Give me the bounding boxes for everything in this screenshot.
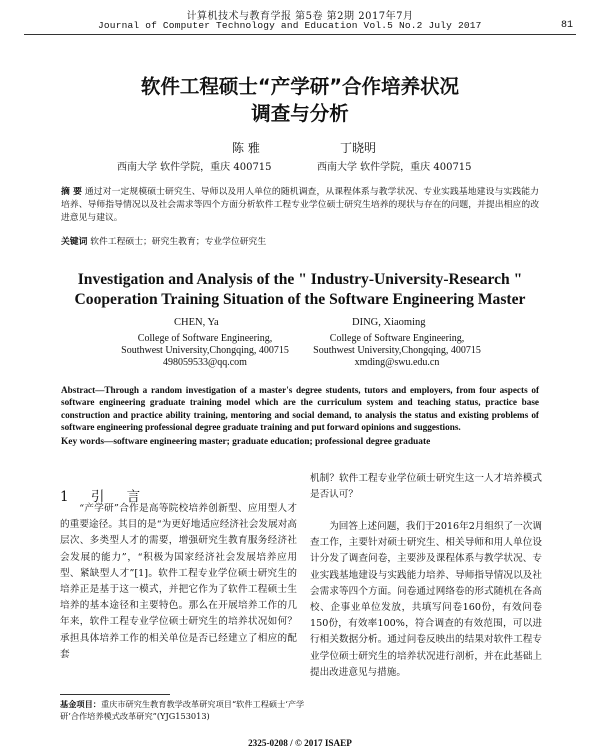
title-en xyxy=(0,270,600,310)
affiliation-en-2 xyxy=(297,333,497,369)
title-cn-line1: 软件工程硕士“产学研”合作培养状况 xyxy=(140,75,460,98)
journal-header-en: Journal of Computer Technology and Education Vol.5 No.2 July 2017 xyxy=(98,20,482,31)
title-cn xyxy=(0,73,600,127)
title-en-line2: Cooperation Training Situation of the Software Engineering Master xyxy=(74,291,526,308)
abstract-en-text: —Through a random investigation of a master's degree students, tutors and employers, from four aspects of software engineering graduate training model which are the curriculum system and teaching status, practice base construction and practice ability training, mentoring and social demand, to analysis the status and existing problems of software engineering professional degree graduate training and put forward opinions and suggestions. xyxy=(61,385,539,432)
affiliation-en-2-email: xmding@swu.edu.cn xyxy=(354,357,440,368)
affiliation-cn-2: 西南大学 软件学院，重庆 400715 xyxy=(317,162,472,173)
affiliation-en-1-university: Southwest University,Chongqing, 400715 xyxy=(121,345,289,356)
footer-issn: 2325-0208 / © 2017 ISAEP xyxy=(248,738,352,748)
funding-label: 基金项目： xyxy=(60,699,101,709)
keywords-cn xyxy=(61,234,539,247)
keywords-en xyxy=(61,437,539,447)
title-cn-line2: 调查与分析 xyxy=(251,102,349,125)
author-en-2: DING, Xiaoming xyxy=(352,317,426,328)
funding-text: 重庆市研究生教育教学改革研究项目“软件工程硕士‘产学研’合作培养模式改革研究”(YJG153013) xyxy=(60,699,305,721)
abstract-cn xyxy=(61,186,539,225)
affiliation-en-1 xyxy=(100,333,310,369)
body-left-column: “产学研”合作是高等院校培养创新型、应用型人才的重要途径。其目的是“为更好地适应经济社会发展对高层次、多类型人才的需要，增强研究生教育服务经济社会发展的能力”，“积极为国家经济社会发展培养应用型、紧缺型人才”[1]。软件工程专业学位硕士研究生的培养正是基于这一模式，并把它作为了软件工程硕士生培养的基本途径和主要特色。那么在开展培养工作的几年来，软件工程专业学位硕士研究生的培养状况如何？承担具体培养工作的相关单位是否已经建立了相应的配套 xyxy=(60,503,297,660)
title-en-line1: Investigation and Analysis of the " Industry-University-Research " xyxy=(77,271,523,288)
abstract-cn-label: 摘 要 xyxy=(61,187,82,197)
body-right-column-para2: 为回答上述问题，我们于2016年2月组织了一次调查工作，主要针对硕士研究生、相关导师和用人单位设计分发了调查问卷，主要涉及课程体系与教学状况、专业实践基地建设与实践能力培养、导师指导情况以及社会需求等四个方面。问卷通过网络卷的形式随机在各高校、企事业单位发放，共填写问卷160份，有效问卷150份，有效率100%，符合调查的有效范围，可以进行相关数据分析。通过问卷反映出的结果对软件工程专业学位硕士研究生的培养状况进行剖析，并在此基础上提出改进意见与措施。 xyxy=(310,521,542,678)
keywords-cn-text: 软件工程硕士；研究生教育；专业学位研究生 xyxy=(90,237,267,247)
abstract-cn-text: 通过对一定规模硕士研究生、导师以及用人单位的随机调查，从课程体系与教学状况、专业实践基地建设与实践能力培养、导师指导情况以及社会需求等四个方面分析软件工程专业学位硕士研究生培养的现状与存在的问题，并提出相应的改进意见与建议。 xyxy=(61,187,539,223)
affiliation-en-1-college: College of Software Engineering, xyxy=(137,333,273,344)
affiliation-cn-1: 西南大学 软件学院，重庆 400715 xyxy=(117,162,272,173)
abstract-en-label: Abstract xyxy=(61,385,96,395)
section-number: 1 xyxy=(60,489,78,505)
author-cn-2: 丁晓明 xyxy=(340,141,377,155)
keywords-cn-label: 关键词 xyxy=(61,237,88,247)
affiliation-en-1-email: 498059533@qq.com xyxy=(163,357,247,368)
section-title: 引 言 xyxy=(90,489,150,505)
author-en-1: CHEN, Ya xyxy=(174,317,219,328)
abstract-en xyxy=(61,384,539,433)
header-rule xyxy=(24,34,576,35)
body-right-column-para1: 机制？软件工程专业学位硕士研究生这一人才培养模式是否认可？ xyxy=(310,473,542,501)
footnote-rule xyxy=(60,694,170,695)
keywords-en-label: Key words xyxy=(61,437,104,447)
affiliation-en-2-college: College of Software Engineering, xyxy=(329,333,465,344)
keywords-en-text: —software engineering master; graduate education; professional degree graduate xyxy=(103,437,431,447)
journal-header-cn: 计算机技术与教育学报 第5卷 第2期 2017年7月 xyxy=(186,11,414,22)
page-number: 81 xyxy=(560,20,573,31)
affiliation-en-2-university: Southwest University,Chongqing, 400715 xyxy=(313,345,481,356)
funding-note xyxy=(60,699,310,722)
author-cn-1: 陈 雅 xyxy=(232,141,260,155)
